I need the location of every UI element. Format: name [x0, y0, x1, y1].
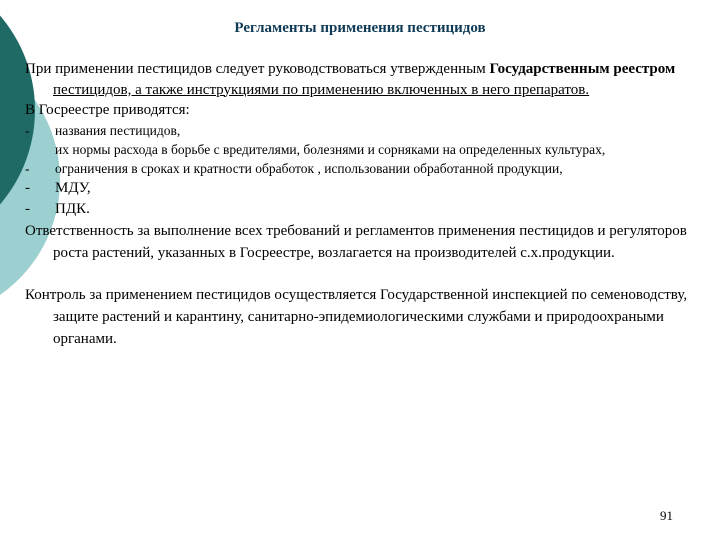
list-item	[25, 178, 697, 199]
registry-heading: В Госреестре приводятся:	[25, 102, 190, 118]
slide-title: Регламенты применения пестицидов	[234, 20, 486, 36]
list-item-text: их нормы расхода в борьбе с вредителями, болезнями и сорняками на определенных культурах,	[55, 141, 606, 157]
list-item-text: ПДК.	[55, 200, 90, 217]
list-item-text: МДУ,	[55, 179, 91, 196]
intro-text-start: При применении пестицидов следует руководствоваться утвержденным	[25, 61, 490, 77]
responsibility-paragraph: Ответственность за выполнение всех требований и регламентов применения пестицидов и регуляторов роста растений, указанных в Госреестре, возлагается на производителей с.х.продукции.	[25, 222, 687, 261]
intro-paragraph	[25, 59, 697, 100]
state-registry-term: Государственным реестром	[489, 61, 676, 77]
list-item-text: ограничения в сроках и кратности обработок , использовании обработанной продукции,	[55, 160, 563, 176]
slide-content	[25, 59, 697, 350]
intro-text-end: пестицидов, а также инструкциями по применению включенных в него препаратов.	[53, 81, 590, 98]
page-number: 91	[660, 508, 673, 523]
list-item	[25, 159, 697, 178]
list-item-text: названия пестицидов,	[55, 122, 181, 138]
list-dash: -	[25, 122, 30, 138]
list-dash: -	[25, 160, 30, 176]
list-dash: -	[25, 200, 30, 217]
paragraph-spacer	[25, 264, 697, 284]
list-item	[25, 140, 697, 159]
list-item	[25, 121, 697, 140]
list-item	[25, 199, 697, 220]
control-paragraph: Контроль за применением пестицидов осуществляется Государственной инспекцией по семеноводству, защите растений и карантину, санитарно-эпидемиологическими службами и природоохраными органами.	[25, 286, 688, 347]
list-dash: -	[25, 179, 30, 196]
